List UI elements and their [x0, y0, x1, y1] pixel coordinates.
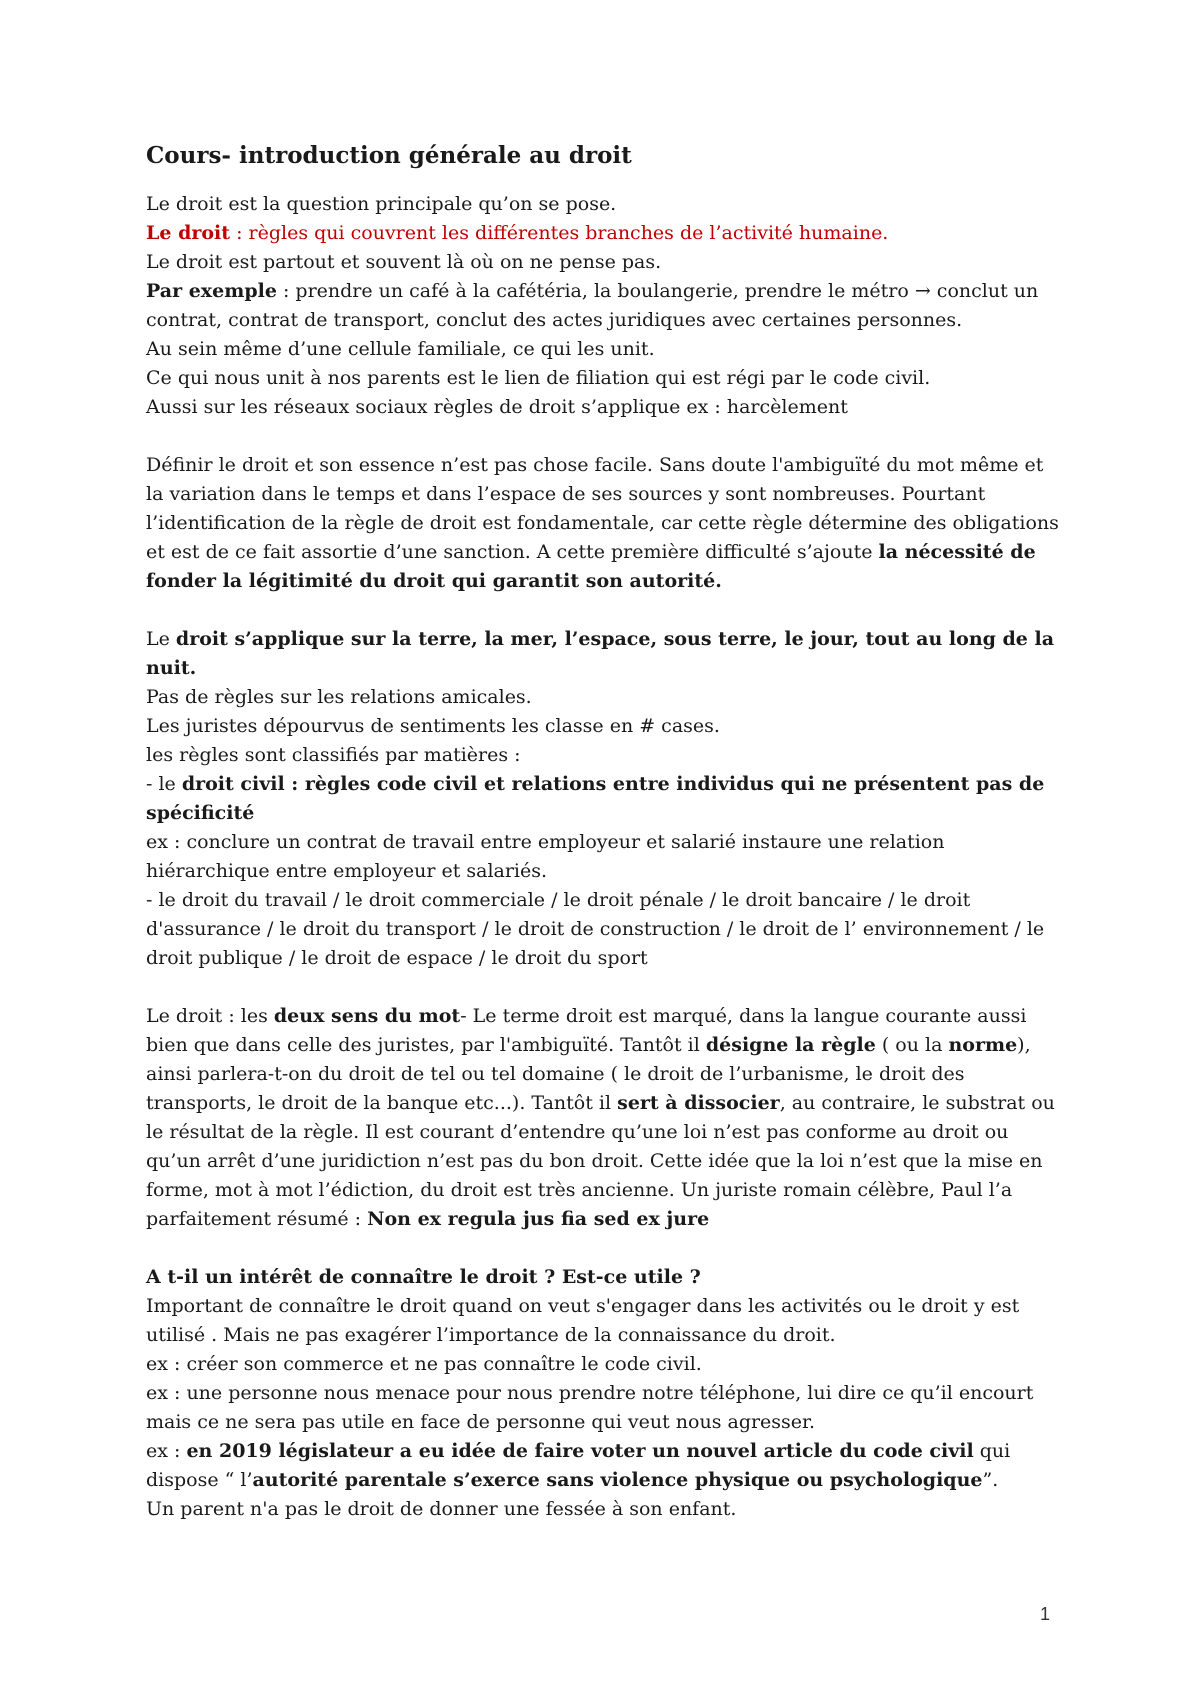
emphasis-text: désigne la règle	[705, 1034, 876, 1056]
paragraph: Aussi sur les réseaux sociaux règles de droit s’applique ex : harcèlement	[146, 396, 848, 418]
paragraph	[146, 451, 1066, 596]
section-definition	[146, 451, 1066, 596]
definition-line	[146, 219, 1066, 248]
paragraph	[146, 1002, 1066, 1234]
paragraph: Pas de règles sur les relations amicales.	[146, 686, 532, 708]
page-title: Cours- introduction générale au droit	[146, 142, 632, 169]
paragraph: ex : créer son commerce et ne pas connaître le code civil.	[146, 1353, 702, 1375]
emphasis-text: en 2019 législateur a eu idée de faire voter un nouvel article du code civil	[186, 1440, 974, 1462]
section-heading	[146, 1263, 1066, 1292]
paragraph: ex : une personne nous menace pour nous prendre notre téléphone, lui dire ce qu’il encourt mais ce ne sera pas utile en face de personne qui veut nous agresser.	[146, 1382, 1034, 1433]
text-run: Le droit : les	[146, 1005, 274, 1027]
paragraph: Un parent n'a pas le droit de donner une fessée à son enfant.	[146, 1498, 737, 1520]
text-run: Le	[146, 628, 176, 650]
paragraph-text: Définir le droit et son essence n’est pas chose facile. Sans doute l'ambiguïté du mot même et la variation dans le temps et dans l’espace de ses sources y sont nombreuses. Pourtant l’identification de la règle de droit est fondamentale, car cette règle détermine des obligations et est de ce fait assortie d’une sanction. A cette première difficulté s’ajoute	[146, 454, 1059, 563]
paragraph: Important de connaître le droit quand on veut s'engager dans les activités ou le droit y est utilisé . Mais ne pas exagérer l’importance de la connaissance du droit.	[146, 1295, 1020, 1346]
text-run: ”.	[982, 1469, 999, 1491]
paragraph: Le droit est partout et souvent là où on ne pense pas.	[146, 251, 662, 273]
emphasis-text: droit s’applique sur la terre, la mer, l’espace, sous terre, le jour, tout au long de la nuit.	[146, 628, 1055, 679]
paragraph: Ce qui nous unit à nos parents est le lien de filiation qui est régi par le code civil.	[146, 367, 931, 389]
section-scope	[146, 625, 1066, 973]
paragraph: ex : conclure un contrat de travail entre employeur et salarié instaure une relation hiérarchique entre employeur et salariés.	[146, 831, 945, 882]
text-run: - le	[146, 773, 182, 795]
definition-text: : règles qui couvrent les différentes branches de l’activité humaine.	[230, 222, 889, 244]
text-run: , au contraire, le substrat ou le résultat de la règle. Il est courant d’entendre qu’une loi n’est pas conforme au droit ou qu’un arrêt d’une juridiction n’est pas du bon droit. Cette idée que la loi n’est que la mise en forme, mot à mot l’édiction, du droit est très ancienne. Un juriste romain célèbre, Paul l’a parfaitement résumé :	[146, 1092, 1055, 1230]
text-run: - Le terme droit est marqué, dans la langue courante aussi bien que dans celle des juristes, par l'ambiguïté. Tantôt il	[146, 1005, 1027, 1056]
example-text: : prendre un café à la cafétéria, la boulangerie, prendre le métro → conclut un contrat, contrat de transport, conclut des actes juridiques avec certaines personnes.	[146, 280, 1039, 331]
example-label: Par exemple	[146, 280, 277, 302]
section-interest	[146, 1263, 1066, 1524]
emphasis-text: deux sens du mot	[273, 1005, 461, 1027]
emphasis-text: droit civil : règles code civil et relations entre individus qui ne présentent pas de spécificité	[146, 773, 1045, 824]
list-item-other-branches: - le droit du travail / le droit commerciale / le droit pénale / le droit bancaire / le droit d'assurance / le droit du transport / le droit de construction / le droit de l’ environnement / le droit publique / le droit de espace / le droit du sport	[146, 889, 1045, 969]
heading-text: A t-il un intérêt de connaître le droit ? Est-ce utile ?	[146, 1266, 701, 1288]
text-run: ), ainsi parlera-t-on du droit de tel ou tel domaine ( le droit de l’urbanisme, le droit des transports, le droit de la banque etc...). Tantôt il	[146, 1034, 1031, 1114]
paragraph: Au sein même d’une cellule familiale, ce qui les unit.	[146, 338, 655, 360]
text-run: ex :	[146, 1440, 187, 1462]
emphasis-text: la nécessité de fonder la légitimité du droit qui garantit son autorité.	[146, 541, 1036, 592]
paragraph	[146, 625, 1066, 683]
document-page	[146, 140, 1066, 1524]
section-intro	[146, 190, 1066, 422]
text-run: ( ou la	[875, 1034, 949, 1056]
list-item-civil-law	[146, 770, 1066, 828]
emphasis-text: sert à dissocier	[617, 1092, 780, 1114]
example-paragraph	[146, 277, 1066, 335]
paragraph: les règles sont classifiés par matières :	[146, 744, 521, 766]
definition-term: Le droit	[146, 222, 231, 244]
page-number: 1	[1040, 1604, 1051, 1624]
paragraph: Les juristes dépourvus de sentiments les classe en # cases.	[146, 715, 720, 737]
section-two-meanings	[146, 1002, 1066, 1234]
emphasis-text: norme	[948, 1034, 1018, 1056]
paragraph	[146, 1437, 1066, 1495]
text-run: qui dispose “ l’	[146, 1440, 1011, 1491]
emphasis-text: autorité parentale s’exerce sans violence physique ou psychologique	[252, 1469, 983, 1491]
paragraph: Le droit est la question principale qu’on se pose.	[146, 193, 617, 215]
emphasis-text: Non ex regula jus fia sed ex jure	[367, 1208, 710, 1230]
